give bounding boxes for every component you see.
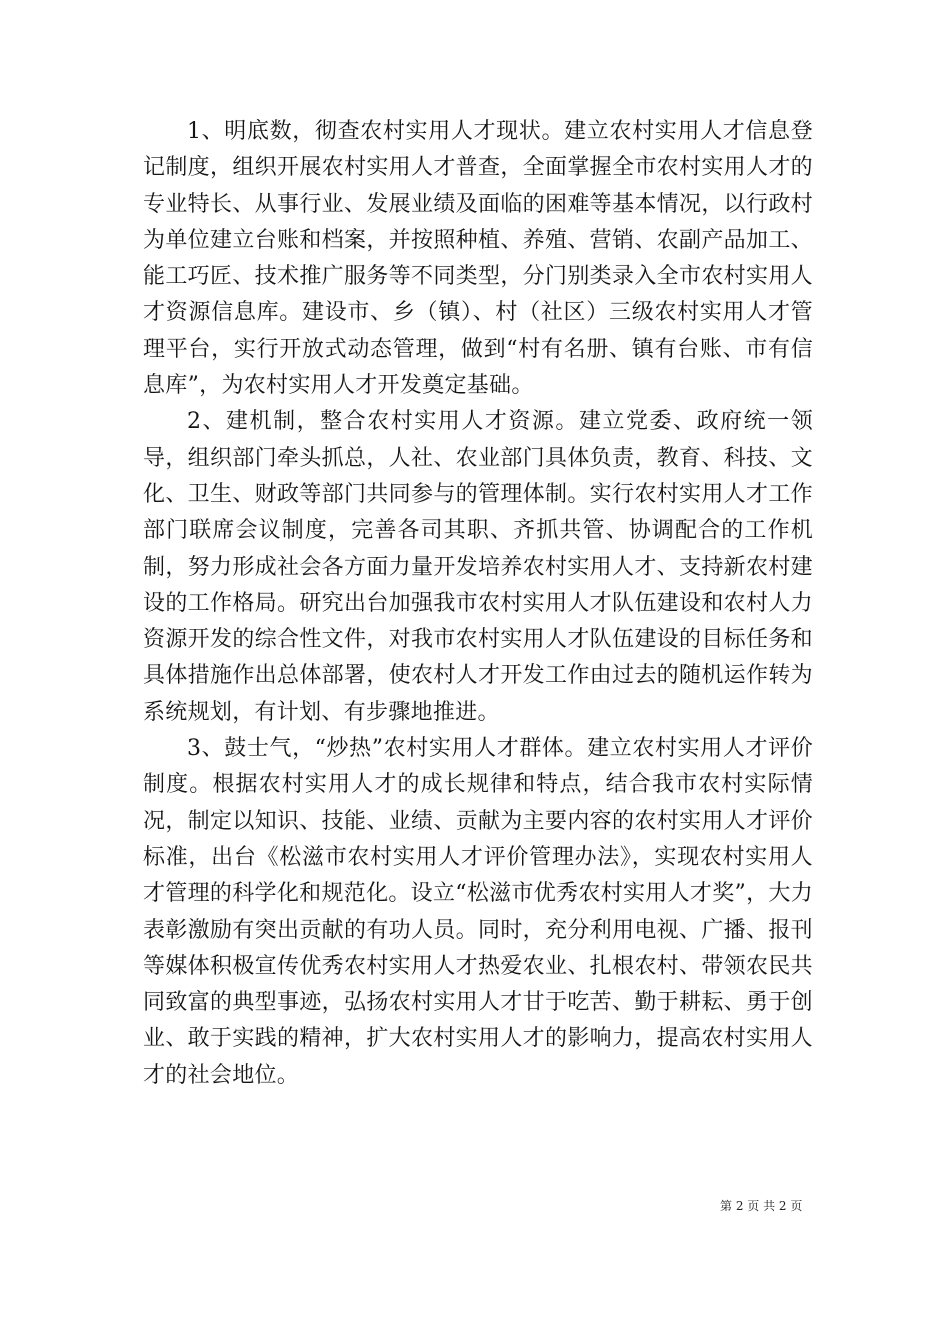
paragraph-2: 2、建机制，整合农村实用人才资源。建立党委、政府统一领导，组织部门牵头抓总，人社、农业部门具体负责，教育、科技、文化、卫生、财政等部门共同参与的管理体制。实行农村实用人才工作部门联席会议制度，完善各司其职、齐抓共管、协调配合的工作机制，努力形成社会各方面力量开发培养农村实用人才、支持新农村建设的工作格局。研究出台加强我市农村实用人才队伍建设和农村人力资源开发的综合性文件，对我市农村实用人才队伍建设的目标任务和具体措施作出总体部署，使农村人才开发工作由过去的随机运作转为系统规划，有计划、有步骤地推进。 xyxy=(143,409,813,725)
paragraph-1: 1、明底数，彻查农村实用人才现状。建立农村实用人才信息登记制度，组织开展农村实用人才普查，全面掌握全市农村实用人才的专业特长、从事行业、发展业绩及面临的困难等基本情况，以行政村为单位建立台账和档案，并按照种植、养殖、营销、农副产品加工、能工巧匠、技术推广服务等不同类型，分门别类录入全市农村实用人才资源信息库。建设市、乡（镇）、村（社区）三级农村实用人才管理平台，实行开放式动态管理，做到“村有名册、镇有台账、市有信息库”，为农村实用人才开发奠定基础。 xyxy=(143,119,813,399)
page-number-footer: 第 2 页 共 2 页 xyxy=(720,1199,803,1213)
document-body xyxy=(143,114,813,1094)
paragraph-3: 3、鼓士气，“炒热”农村实用人才群体。建立农村实用人才评价制度。根据农村实用人才的成长规律和特点，结合我市农村实际情况，制定以知识、技能、业绩、贡献为主要内容的农村实用人才评价标准，出台《松滋市农村实用人才评价管理办法》，实现农村实用人才管理的科学化和规范化。设立“松滋市优秀农村实用人才奖”，大力表彰激励有突出贡献的有功人员。同时，充分利用电视、广播、报刊等媒体积极宣传优秀农村实用人才热爱农业、扎根农村、带领农民共同致富的典型事迹，弘扬农村实用人才甘于吃苦、勤于耕耘、勇于创业、敢于实践的精神，扩大农村实用人才的影响力，提高农村实用人才的社会地位。 xyxy=(143,736,813,1088)
